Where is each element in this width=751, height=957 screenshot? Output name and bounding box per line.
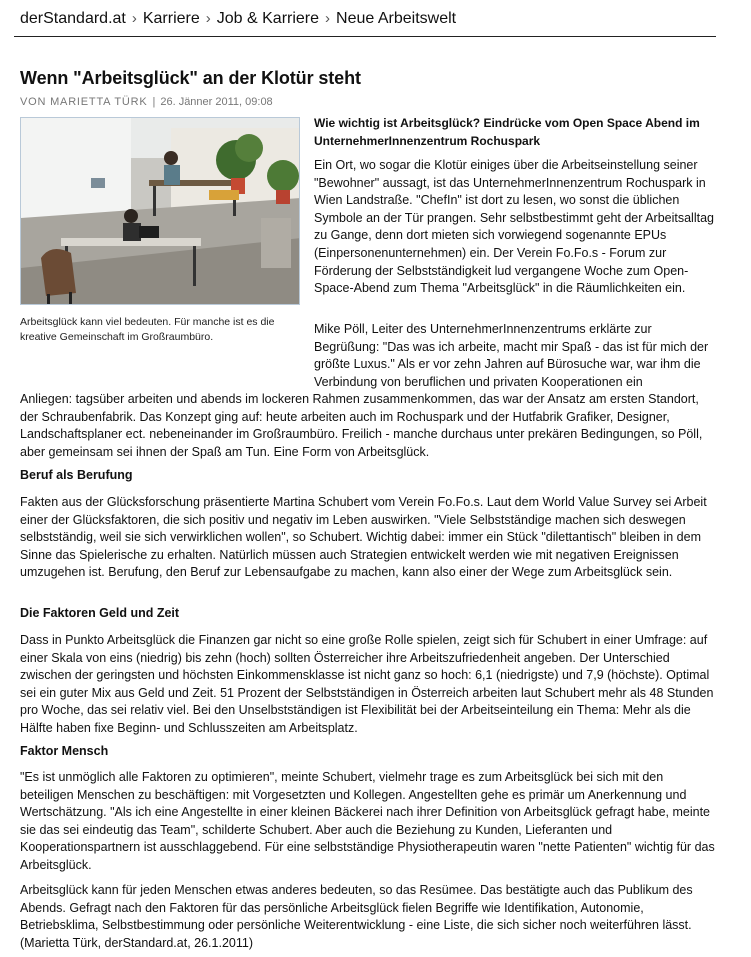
- article-lead: Wie wichtig ist Arbeitsglück? Eindrücke vom Open Space Abend im UnternehmerInnenzentrum Rochuspark: [314, 116, 700, 148]
- paragraph-4: Dass in Punkto Arbeitsglück die Finanzen gar nicht so eine große Rolle spielen, zeigt sich für Schubert in einer Umfrage: auf einer Skala von eins (niedrig) bis zehn (hoch) sollten Österreicher ihre Arbeitszufriedenheit angeben. Der Unterschied zwischen der geringsten und höchsten Einkommensklasse ist nicht ganz so hoch: 6,1 (niedrigste) und 7,9 (höchste). Optimal sei ein guter Mix aus Geld und Zeit. 51 Prozent der Selbstständigen in Österreich arbeiten laut Schubert mehr als 48 Stunden pro Woche, das sei relativ viel. Bei den Unselbstständigen ist Flexibilität bei der Arbeitseinteilung ein Thema: Mehr als die Hälfte haben fixe Beginn- und Schlusszeiten am Arbeitsplatz.: [20, 633, 714, 735]
- section-heading-mensch: Faktor Mensch: [20, 744, 109, 758]
- paragraph-3: Fakten aus der Glücksforschung präsentierte Martina Schubert vom Verein Fo.Fo.s. Laut dem World Value Survey sei Arbeit einer der Glücksfaktoren, die sich positiv und negativ im Leben auswirken. "Viele Selbstständige machen sich deswegen selbstständig, weil sie sich verwirklichen wollen", so Schubert. Wichtig dabei: immer ein Stück "dilettantisch" bleiben in dem Sinne das Spielerische zu erhalten. Natürlich müssen auch Strategien entwickelt werden wie mit negativen Ereignissen umzugehen ist. Berufung, den Beruf zur Lebensaufgabe zu machen, kann also einer der Wege zum Arbeitsglück sein.: [20, 495, 707, 580]
- article-date: 26. Jänner 2011, 09:08: [160, 96, 273, 108]
- article-meta: [20, 96, 273, 108]
- breadcrumb-separator-icon: ›: [131, 10, 137, 27]
- paragraph-6: Arbeitsglück kann für jeden Menschen etwas anderes bedeuten, so das Resümee. Das bestätigte auch das Publikum des Abends. Gefragt nach den Faktoren für das persönliche Arbeitsglück fielen Begriffe wie Identifikation, Autonomie, Betriebsklima, Selbstbestimmung oder persönliche Weiterentwicklung - eine Liste, die sich sicher noch weiterführen lässt. (Marietta Türk, derStandard.at, 26.1.2011): [20, 883, 693, 950]
- office-photo-illustration: [21, 118, 300, 305]
- breadcrumb: [20, 10, 720, 28]
- breadcrumb-divider: [14, 36, 716, 37]
- breadcrumb-site-link[interactable]: derStandard.at: [20, 10, 126, 27]
- breadcrumb-neue-arbeitswelt-link[interactable]: Neue Arbeitswelt: [336, 10, 457, 27]
- breadcrumb-karriere-link[interactable]: Karriere: [142, 10, 200, 27]
- breadcrumb-separator-icon: ›: [325, 10, 331, 27]
- paragraph-1: Ein Ort, wo sogar die Klotür einiges über die Arbeitseinstellung seiner "Bewohner" aussagt, ist das UnternehmerInnenzentrum Rochuspark in Wien Landstraße. "ChefIn" ist dort zu lesen, wo sonst die üblichen Symbole an der Tür prangen. Sehr selbstbestimmt geht der Arbeitsalltag zu Gange, denn dort mieten sich vorwiegend sogenannte EPUs (Einpersonenunternehmen) ein. Der Verein Fo.Fo.s - Forum zur Förderung der Selbstständigkeit lud vergangene Woche zum Open-Space-Abend zum Thema "Arbeitsglück" in die Räumlichkeiten ein.: [314, 158, 714, 296]
- paragraph-2-continued: Anliegen: tagsüber arbeiten und abends im lockeren Rahmen zusammenkommen, das war der Ansatz am ersten Standort, der Schraubenfabrik. Das Konzept ging auf: heute arbeiten auch im Rochuspark und der Hutfabrik Grafiker, Designer, Landschaftsplaner ect. nebeneinander im Großraumbüro. Freilich - manche durchaus unter prekären Bedingungen, so Pöll, aber gemeinsam sei ihnen der Spaß am Tun. Eine Form von Arbeitsglück.: [20, 392, 703, 459]
- paragraph-2-start: Mike Pöll, Leiter des UnternehmerInnenzentrums erklärte zur Begrüßung: "Das was ich arbeite, macht mir Spaß - das ist für mich der größte Luxus." Als er vor zehn Jahren auf Bürosuche war, war ihm die Verbindung von beruflichen und privaten Kooperationen ein: [314, 322, 709, 389]
- section-heading-geld-zeit: Die Faktoren Geld und Zeit: [20, 606, 180, 620]
- paragraph-5: "Es ist unmöglich alle Faktoren zu optimieren", meinte Schubert, vielmehr trage es zum Arbeitsglück bei sich mit den beteiligen Menschen zu beschäftigen: mit Vorgesetzten und Kollegen. Angestellten gehe es primär um Anerkennung und Wertschätzung. "Als ich eine Angestellte in einer kleinen Bäckerei nach ihrer Definition von Arbeitsglück gefragt habe, meinte sie das sei eindeutig das Team", schilderte Schubert. Aber auch die Beziehung zu Kunden, Lieferanten und Kooperationspartnern ist ausschlaggebend. Für eine selbstständige Physiotherapeutin waren "nette Patienten" wichtig für das Arbeitsglück.: [20, 770, 715, 872]
- breadcrumb-job-karriere-link[interactable]: Job & Karriere: [216, 10, 320, 27]
- breadcrumb-separator-icon: ›: [205, 10, 211, 27]
- article-title: Wenn "Arbeitsglück" an der Klotür steht: [20, 68, 361, 88]
- article-author: VON MARIETTA TÜRK: [20, 96, 148, 108]
- image-caption: Arbeitsglück kann viel bedeuten. Für manche ist es die kreative Gemeinschaft im Großraumbüro.: [20, 316, 275, 343]
- meta-divider: |: [152, 96, 156, 108]
- section-heading-beruf: Beruf als Berufung: [20, 468, 133, 482]
- article-photo[interactable]: [20, 117, 300, 305]
